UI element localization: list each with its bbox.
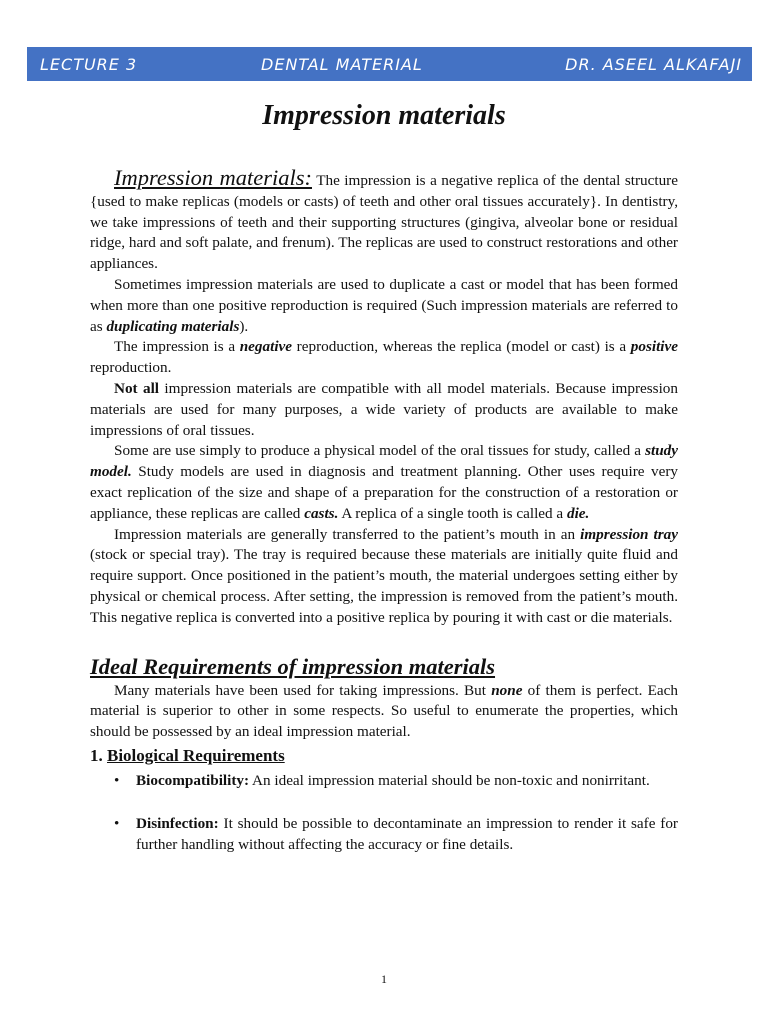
document-body — [90, 165, 678, 877]
emphasis: die. — [566, 504, 590, 522]
paragraph-duplicating — [90, 275, 678, 337]
header-course-name: DENTAL MATERIAL — [261, 55, 423, 74]
page-number: 1 — [381, 972, 387, 986]
paragraph-text: The impression is a negative replica of the dental structure {used to make replicas (models or casts) of teeth and other oral tissues accurately}. In dentistry, we take impressions of teeth and their supporting structures (gingiva, alveolar bone or residual ridge, hard and soft palate, and frenum). The replicas are used to construct restorations and other appliances. — [90, 172, 678, 273]
paragraph-text: reproduction. — [90, 359, 172, 377]
paragraph-text: ). — [239, 317, 249, 335]
bullet-term: Biocompatibility: — [136, 771, 250, 789]
emphasis: none — [491, 681, 523, 699]
emphasis: casts. — [304, 504, 339, 522]
list-item — [90, 771, 678, 792]
paragraph-tray — [90, 525, 678, 629]
paragraph-compatibility — [90, 379, 678, 441]
emphasis: positive — [630, 338, 678, 356]
bullet-text: An ideal impression material should be non-toxic and nonirritant. — [249, 771, 650, 789]
emphasis: impression tray — [580, 525, 678, 543]
lead-term: Impression materials: — [114, 165, 312, 190]
header-author: DR. ASEEL ALKAFAJI — [565, 55, 742, 74]
section-heading: Ideal Requirements of impression materials — [90, 653, 496, 679]
paragraph-text: of them is perfect. Each material is superior to other in some respects. So useful to enumerate the properties, which should be possessed by an ideal impression material. — [90, 681, 678, 741]
paragraph-text: impression materials are compatible with all model materials. Because impression materials are used for many purposes, a wide variety of products are available to make impressions of oral tissues. — [90, 379, 678, 439]
emphasis: Not all — [114, 379, 160, 397]
section-intro — [90, 681, 678, 743]
paragraph-text: The impression is a — [114, 338, 240, 356]
bullet-icon: • — [114, 771, 120, 789]
paragraph-text: Study models are used in diagnosis and treatment planning. Other uses require very exact replication of the size and shape of a preparation for the construction of a restoration or appliance, these replicas are called — [90, 463, 678, 522]
document-title: Impression materials — [262, 100, 506, 131]
number-label: 1. — [90, 745, 103, 765]
paragraph-text: A replica of a single tooth is called a — [338, 504, 567, 522]
numbered-heading — [90, 745, 678, 767]
header-lecture-number: LECTURE 3 — [40, 55, 138, 74]
numbered-title: Biological Requirements — [107, 745, 285, 765]
requirements-list — [90, 771, 678, 855]
list-item — [90, 814, 678, 856]
paragraph-models — [90, 441, 678, 524]
paragraph-text: Some are use simply to produce a physical model of the oral tissues for study, called a — [114, 442, 646, 460]
paragraph-negative-positive — [90, 337, 678, 379]
bullet-text: It should be possible to decontaminate an impression to render it safe for further handling without affecting the accuracy or fine details. — [136, 814, 678, 853]
emphasis: negative — [239, 338, 293, 356]
paragraph-definition — [90, 165, 678, 275]
emphasis: duplicating materials — [106, 317, 240, 335]
paragraph-text: Many materials have been used for taking impressions. But — [114, 681, 492, 699]
lecture-header-bar — [27, 47, 752, 81]
paragraph-text: Sometimes impression materials are used to duplicate a cast or model that has been formed when more than one positive reproduction is required (Such impression materials are referred to as — [90, 275, 678, 335]
paragraph-text: (stock or special tray). The tray is required because these materials are initially quite fluid and require support. Once positioned in the patient’s mouth, the material undergoes setting either by physical or chemical process. After setting, the impression is removed from the patient’s mouth. This negative replica is converted into a positive replica by pouring it with cast or die materials. — [90, 546, 678, 626]
paragraph-text: reproduction, whereas the replica (model or cast) is a — [292, 338, 631, 356]
bullet-term: Disinfection: — [136, 814, 219, 832]
emphasis: study model. — [90, 442, 678, 481]
paragraph-text: Impression materials are generally transferred to the patient’s mouth in an — [114, 525, 581, 543]
bullet-icon: • — [114, 814, 120, 832]
